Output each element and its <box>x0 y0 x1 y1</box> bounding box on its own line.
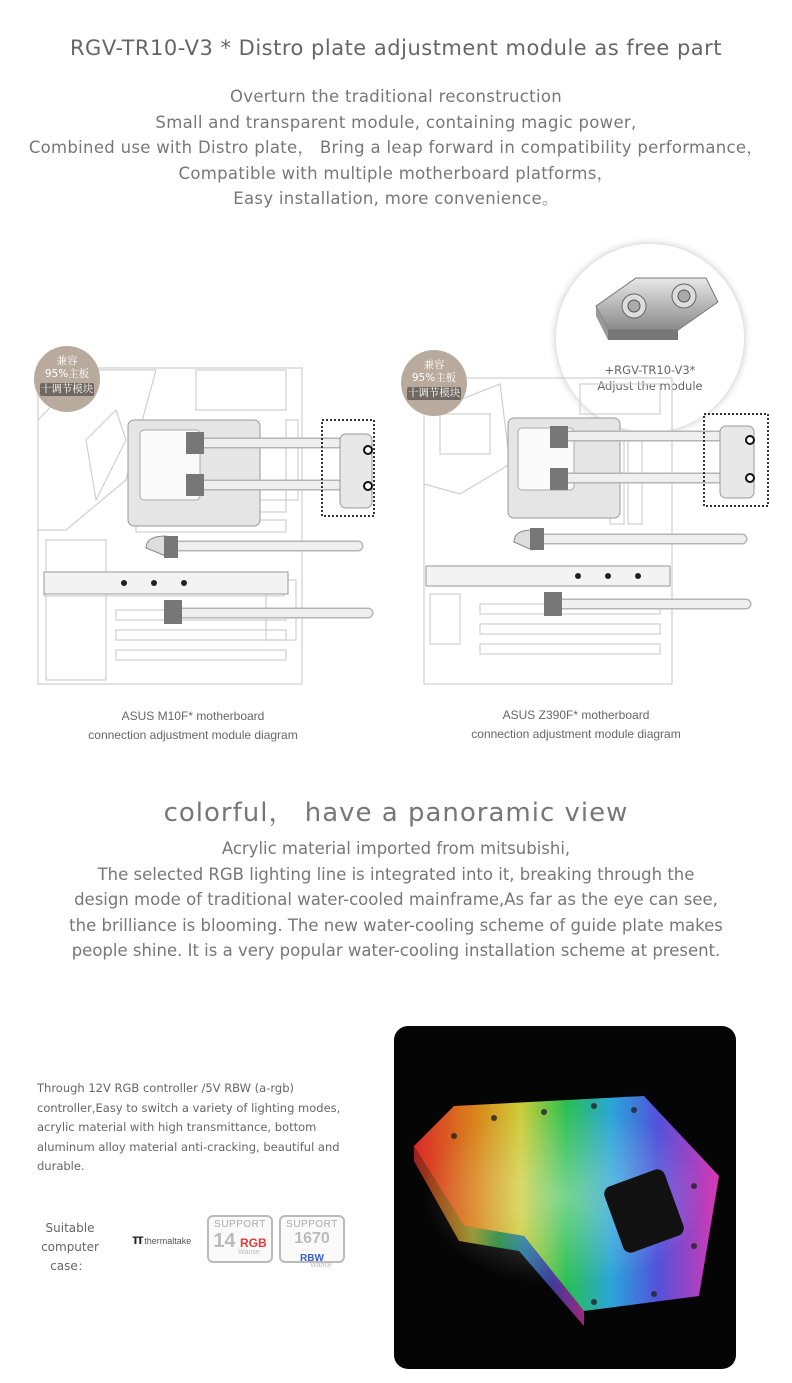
intro-line: Easy installation, more convenience。 <box>233 189 559 208</box>
diagram-left-caption <box>40 707 346 745</box>
section3-line: acrylic material with high transmittance, bottom <box>37 1120 317 1134</box>
intro-text <box>0 84 792 212</box>
intro-line: Combined use with Distro plate， Bring a leap forward in compatibility performance， <box>28 138 764 157</box>
module-illustration <box>556 244 744 364</box>
brand-name: thermaltake <box>144 1236 192 1246</box>
section3-line: controller,Easy to switch a variety of lighting modes, <box>37 1100 341 1115</box>
rgb-distro-plate-photo <box>394 1026 736 1369</box>
section2-line: Acrylic material imported from mitsubishi, <box>221 839 571 858</box>
tt-icon: ᴛᴛ <box>132 1231 142 1247</box>
motherboard-diagram-right <box>420 374 772 688</box>
compatibility-badge-left <box>34 346 100 412</box>
intro-line: Overturn the traditional reconstruction <box>230 87 562 106</box>
support-label: SUPPORT <box>214 1219 266 1230</box>
suitable-line: computer case： <box>41 1240 99 1273</box>
compatibility-badge-right <box>401 350 467 416</box>
badge-line: 95%主板 <box>44 368 90 380</box>
section3-line: Through 12V RGB controller /5V RBW (a-rgb) <box>37 1081 294 1095</box>
intro-line: Compatible with multiple motherboard platforms， <box>178 163 614 183</box>
badge-line: 兼容 <box>423 359 445 371</box>
badge-line: 十调节模块 <box>40 383 94 395</box>
section3-text <box>37 1079 367 1177</box>
section2-line: the brilliance is blooming. The new water-cooling scheme of guide plate makes <box>69 915 723 935</box>
support-brand: Wanse <box>310 1262 332 1269</box>
section2-line: design mode of traditional water-cooled mainframe,As far as the eye can see, <box>74 890 718 909</box>
caption-line: ASUS M10F* motherboard <box>121 709 265 723</box>
module-callout-line: +RGV-TR10-V3* <box>604 363 696 377</box>
intro-line: Small and transparent module, containing magic power, <box>155 112 637 132</box>
support-number: 1670 <box>294 1230 330 1247</box>
caption-line: connection adjustment module diagram <box>88 728 298 742</box>
badge-line: 兼容 <box>56 355 78 367</box>
module-callout-line: Adjust the module <box>597 379 703 393</box>
support-code: RGB <box>240 1236 267 1250</box>
motherboard-diagram-left <box>36 360 384 688</box>
support-brand: Wanse <box>238 1249 260 1256</box>
section2-line: people shine. It is a very popular water-cooling installation scheme at present. <box>71 941 721 960</box>
section2-line: The selected RGB lighting line is integrated into it, breaking through the <box>97 864 695 884</box>
section2-text <box>0 836 792 964</box>
section2-title: colorful， have a panoramic view <box>163 798 629 828</box>
badge-line: 十调节模块 <box>407 387 461 399</box>
caption-line: ASUS Z390F* motherboard <box>502 708 650 722</box>
support-code: RBW <box>300 1253 324 1264</box>
support-label: SUPPORT <box>286 1219 338 1230</box>
diagram-right-caption <box>420 706 732 744</box>
page-title: RGV-TR10-V3 * Distro plate adjustment module as free part <box>69 36 723 60</box>
support-box-rbw <box>279 1215 345 1269</box>
section3-line: durable. <box>37 1159 85 1173</box>
caption-line: connection adjustment module diagram <box>471 727 681 741</box>
support-box-rgb <box>207 1215 273 1263</box>
suitable-line: Suitable <box>45 1221 95 1235</box>
support-number: 14 <box>213 1230 236 1252</box>
badge-line: 95%主板 <box>411 372 457 384</box>
thermaltake-logo <box>132 1231 191 1247</box>
section3-line: aluminum alloy material anti-cracking, beautiful and <box>37 1139 340 1154</box>
suitable-case-label <box>25 1219 115 1276</box>
